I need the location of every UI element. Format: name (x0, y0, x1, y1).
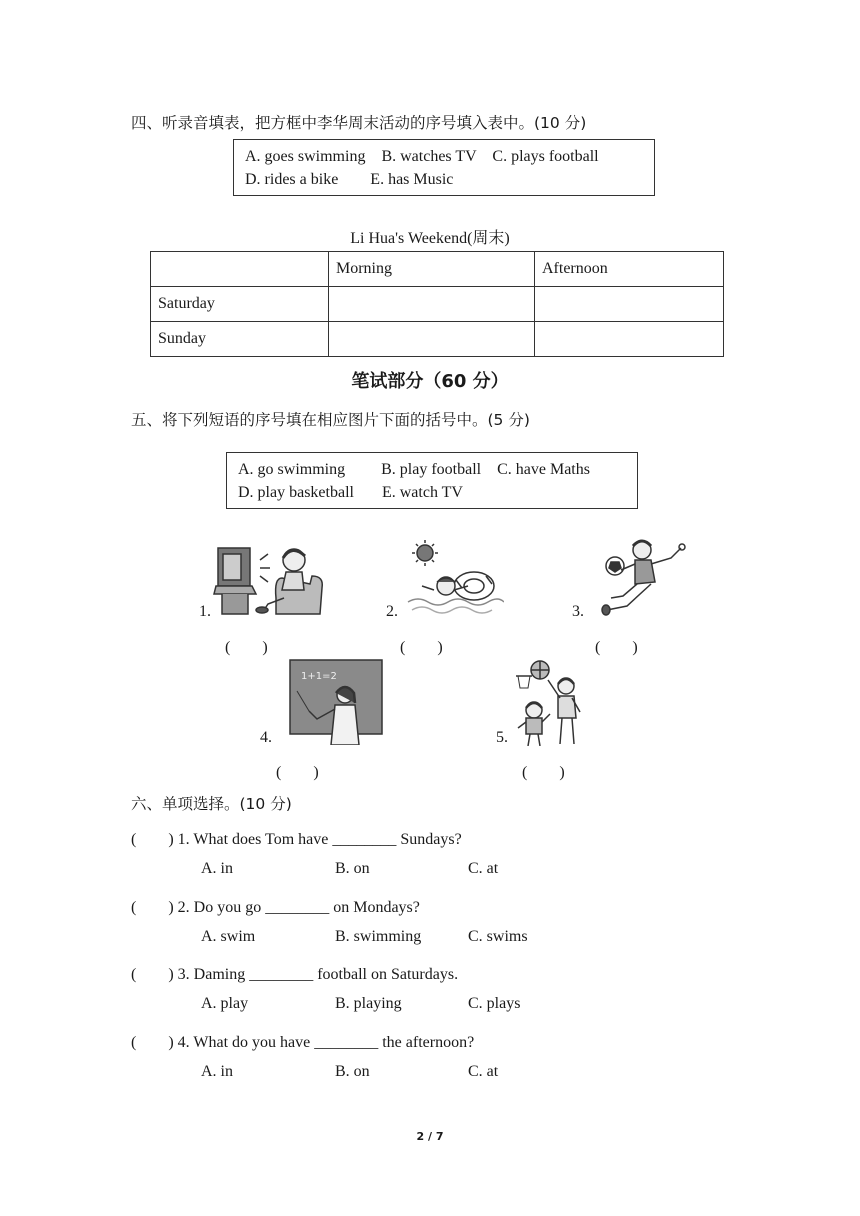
picture-number: 5. (496, 729, 508, 746)
option-a[interactable]: A. in (201, 860, 233, 877)
question-stem: ( ) 4. What do you have ________ the afternoon? (131, 1034, 475, 1051)
kids-playing-basketball-icon (514, 656, 586, 746)
written-part-heading: 笔试部分（60 分） (351, 371, 509, 392)
weekend-table (150, 251, 724, 357)
table-cell[interactable] (535, 287, 724, 322)
option-a[interactable]: A. in (201, 1063, 233, 1080)
option-c[interactable]: C. at (468, 1063, 499, 1080)
option-a[interactable]: A. play (201, 995, 249, 1012)
option-a[interactable]: A. swim (201, 928, 256, 945)
question-stem: ( ) 1. What does Tom have ________ Sundays? (131, 831, 462, 848)
option-c[interactable]: C. swims (468, 928, 528, 945)
table-header-cell: Morning (329, 252, 535, 287)
picture-number: 1. (199, 603, 211, 620)
question-stem: ( ) 2. Do you go ________ on Mondays? (131, 899, 420, 916)
table-cell[interactable] (535, 322, 724, 357)
answer-blank[interactable]: ( ) (225, 639, 268, 656)
section4-title: 四、听录音填表，把方框中李华周末活动的序号填入表中。(10 分) (131, 114, 587, 132)
boy-playing-football-icon (597, 536, 689, 620)
table-cell[interactable] (329, 287, 535, 322)
section5-options-line1: A. go swimming B. play football C. have Maths (238, 461, 590, 478)
table-header-cell: Afternoon (535, 252, 724, 287)
picture-number: 2. (386, 603, 398, 620)
table-row (151, 322, 724, 357)
answer-blank[interactable]: ( ) (595, 639, 638, 656)
option-b[interactable]: B. on (335, 860, 370, 877)
option-b[interactable]: B. playing (335, 995, 402, 1012)
girl-watching-tv-icon (212, 538, 327, 618)
answer-blank[interactable]: ( ) (276, 764, 319, 781)
option-b[interactable]: B. swimming (335, 928, 422, 945)
table-caption: Li Hua's Weekend(周末) (350, 230, 510, 247)
option-b[interactable]: B. on (335, 1063, 370, 1080)
teacher-at-blackboard-icon (289, 659, 384, 745)
boy-swimming-icon (404, 540, 504, 618)
table-row (151, 287, 724, 322)
section4-options-line1: A. goes swimming B. watches TV C. plays football (245, 148, 599, 165)
answer-blank[interactable]: ( ) (522, 764, 565, 781)
section6-title: 六、单项选择。(10 分) (131, 795, 292, 813)
section4-options-line2: D. rides a bike E. has Music (245, 171, 454, 188)
picture-number: 4. (260, 729, 272, 746)
page-number: 2 / 7 (416, 1130, 444, 1143)
option-c[interactable]: C. at (468, 860, 499, 877)
section5-options-box (226, 452, 638, 509)
option-c[interactable]: C. plays (468, 995, 521, 1012)
section5-options-line2: D. play basketball E. watch TV (238, 484, 463, 501)
section5-title: 五、将下列短语的序号填在相应图片下面的括号中。(5 分) (131, 411, 530, 429)
picture-number: 3. (572, 603, 584, 620)
question-stem: ( ) 3. Daming ________ football on Saturdays. (131, 966, 459, 983)
table-cell[interactable] (329, 322, 535, 357)
answer-blank[interactable]: ( ) (400, 639, 443, 656)
table-header-row (151, 252, 724, 287)
blackboard-text: 1+1=2 (301, 671, 337, 682)
table-header-cell (151, 252, 329, 287)
table-cell: Saturday (151, 287, 329, 322)
section4-options-box (233, 139, 655, 196)
table-cell: Sunday (151, 322, 329, 357)
